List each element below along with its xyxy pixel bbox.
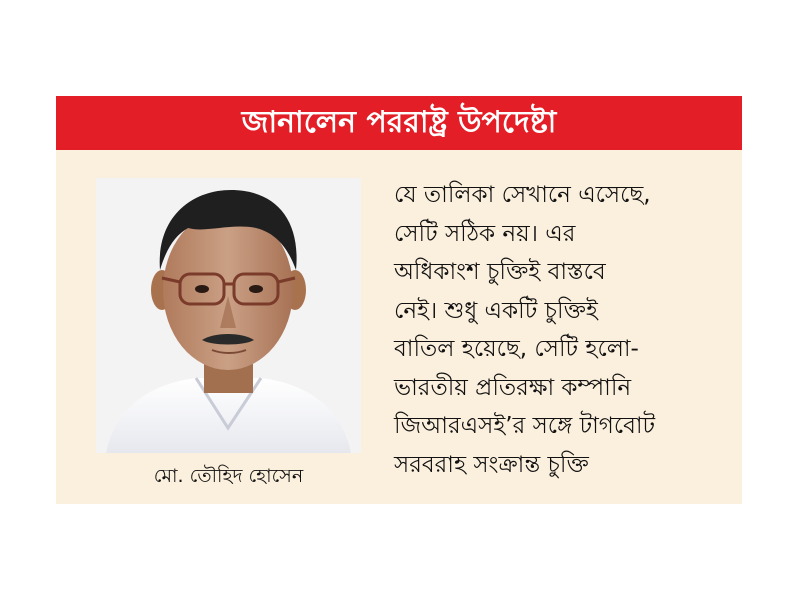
quote-line: সেটি সঠিক নয়। এর xyxy=(394,220,576,247)
quote-line: ভারতীয় প্রতিরক্ষা কম্পানি xyxy=(394,374,632,401)
quote-text xyxy=(394,176,734,484)
news-quote-card xyxy=(56,96,742,504)
portrait-illustration xyxy=(96,178,361,453)
photo-caption: মো. তৌহিদ হোসেন xyxy=(153,465,304,487)
quote-line: নেই। শুধু একটি চুক্তিই xyxy=(394,297,598,324)
quote-line: জিআরএসই’র সঙ্গে টাগবোট xyxy=(394,413,656,439)
headline-banner xyxy=(56,96,742,150)
headline-title: জানালেন পররাষ্ট্র উপদেষ্টা xyxy=(241,105,557,140)
quote-line: বাতিল হয়েছে, সেটি হলো- xyxy=(394,336,639,362)
quote-line: অধিকাংশ চুক্তিই বাস্তবে xyxy=(394,259,606,285)
portrait-photo xyxy=(96,178,361,453)
quote-line: সরবরাহ সংক্রান্ত চুক্তি xyxy=(394,451,589,478)
quote-line: যে তালিকা সেখানে এসেছে, xyxy=(394,182,651,208)
